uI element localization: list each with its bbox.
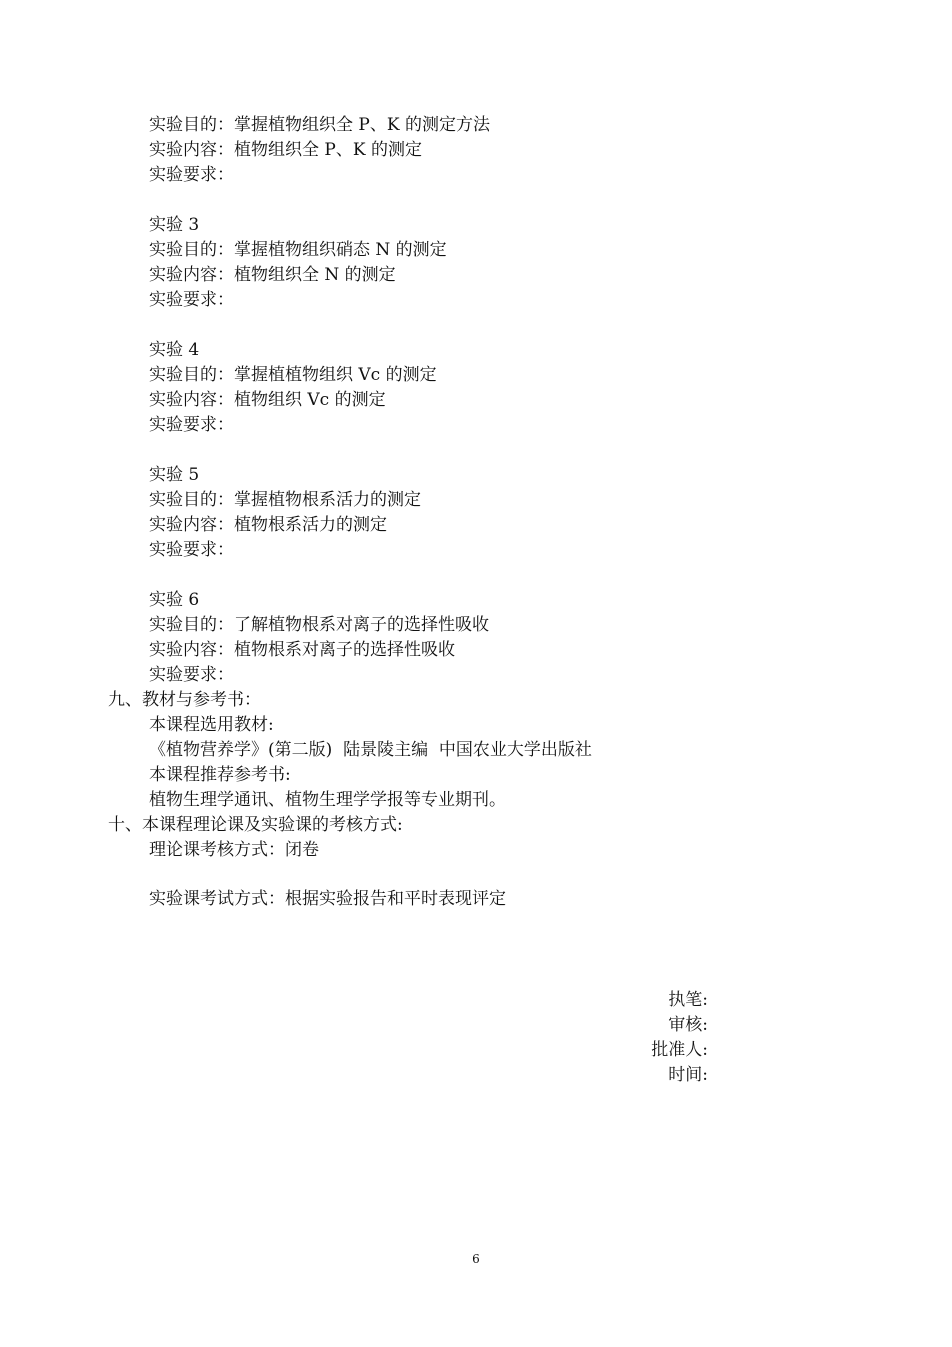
exp5-title: 实验 5 (149, 465, 200, 485)
lab-assessment: 实验课考试方式：根据实验报告和平时表现评定 (149, 889, 506, 909)
exp6-purpose: 实验目的：了解植物根系对离子的选择性吸收 (149, 615, 489, 635)
section9-heading: 九、教材与参考书： (108, 690, 261, 710)
exp3-requirement: 实验要求： (149, 290, 234, 310)
exp5-requirement: 实验要求： (149, 540, 234, 560)
exp3-content: 实验内容：植物组织全 N 的测定 (149, 265, 396, 285)
signature-reviewer: 审核: (668, 1015, 708, 1035)
section10-heading: 十、本课程理论课及实验课的考核方式: (108, 815, 403, 835)
textbook-label: 本课程选用教材: (149, 715, 274, 735)
exp2-purpose: 实验目的：掌握植物组织全 P、K 的测定方法 (149, 115, 490, 135)
signature-date: 时间: (668, 1065, 708, 1085)
exp4-requirement: 实验要求： (149, 415, 234, 435)
exp4-content: 实验内容：植物组织 Vc 的测定 (149, 390, 386, 410)
exp3-title: 实验 3 (149, 215, 200, 235)
exp5-purpose: 实验目的：掌握植物根系活力的测定 (149, 490, 421, 510)
theory-assessment: 理论课考核方式：闭卷 (149, 840, 319, 860)
exp5-content: 实验内容：植物根系活力的测定 (149, 515, 387, 535)
exp6-content: 实验内容：植物根系对离子的选择性吸收 (149, 640, 455, 660)
exp3-purpose: 实验目的：掌握植物组织硝态 N 的测定 (149, 240, 447, 260)
exp6-title: 实验 6 (149, 590, 200, 610)
page-number: 6 (472, 1252, 480, 1266)
signature-author: 执笔: (668, 990, 708, 1010)
exp2-content: 实验内容：植物组织全 P、K 的测定 (149, 140, 422, 160)
textbook-title: 《植物营养学》(第二版) 陆景陵主编 中国农业大学出版社 (149, 740, 592, 760)
signature-approver: 批准人: (651, 1040, 708, 1060)
exp4-title: 实验 4 (149, 340, 200, 360)
exp2-requirement: 实验要求： (149, 165, 234, 185)
reference-list: 植物生理学通讯、植物生理学学报等专业期刊。 (149, 790, 506, 810)
exp6-requirement: 实验要求： (149, 665, 234, 685)
exp4-purpose: 实验目的：掌握植植物组织 Vc 的测定 (149, 365, 437, 385)
reference-label: 本课程推荐参考书: (149, 765, 291, 785)
